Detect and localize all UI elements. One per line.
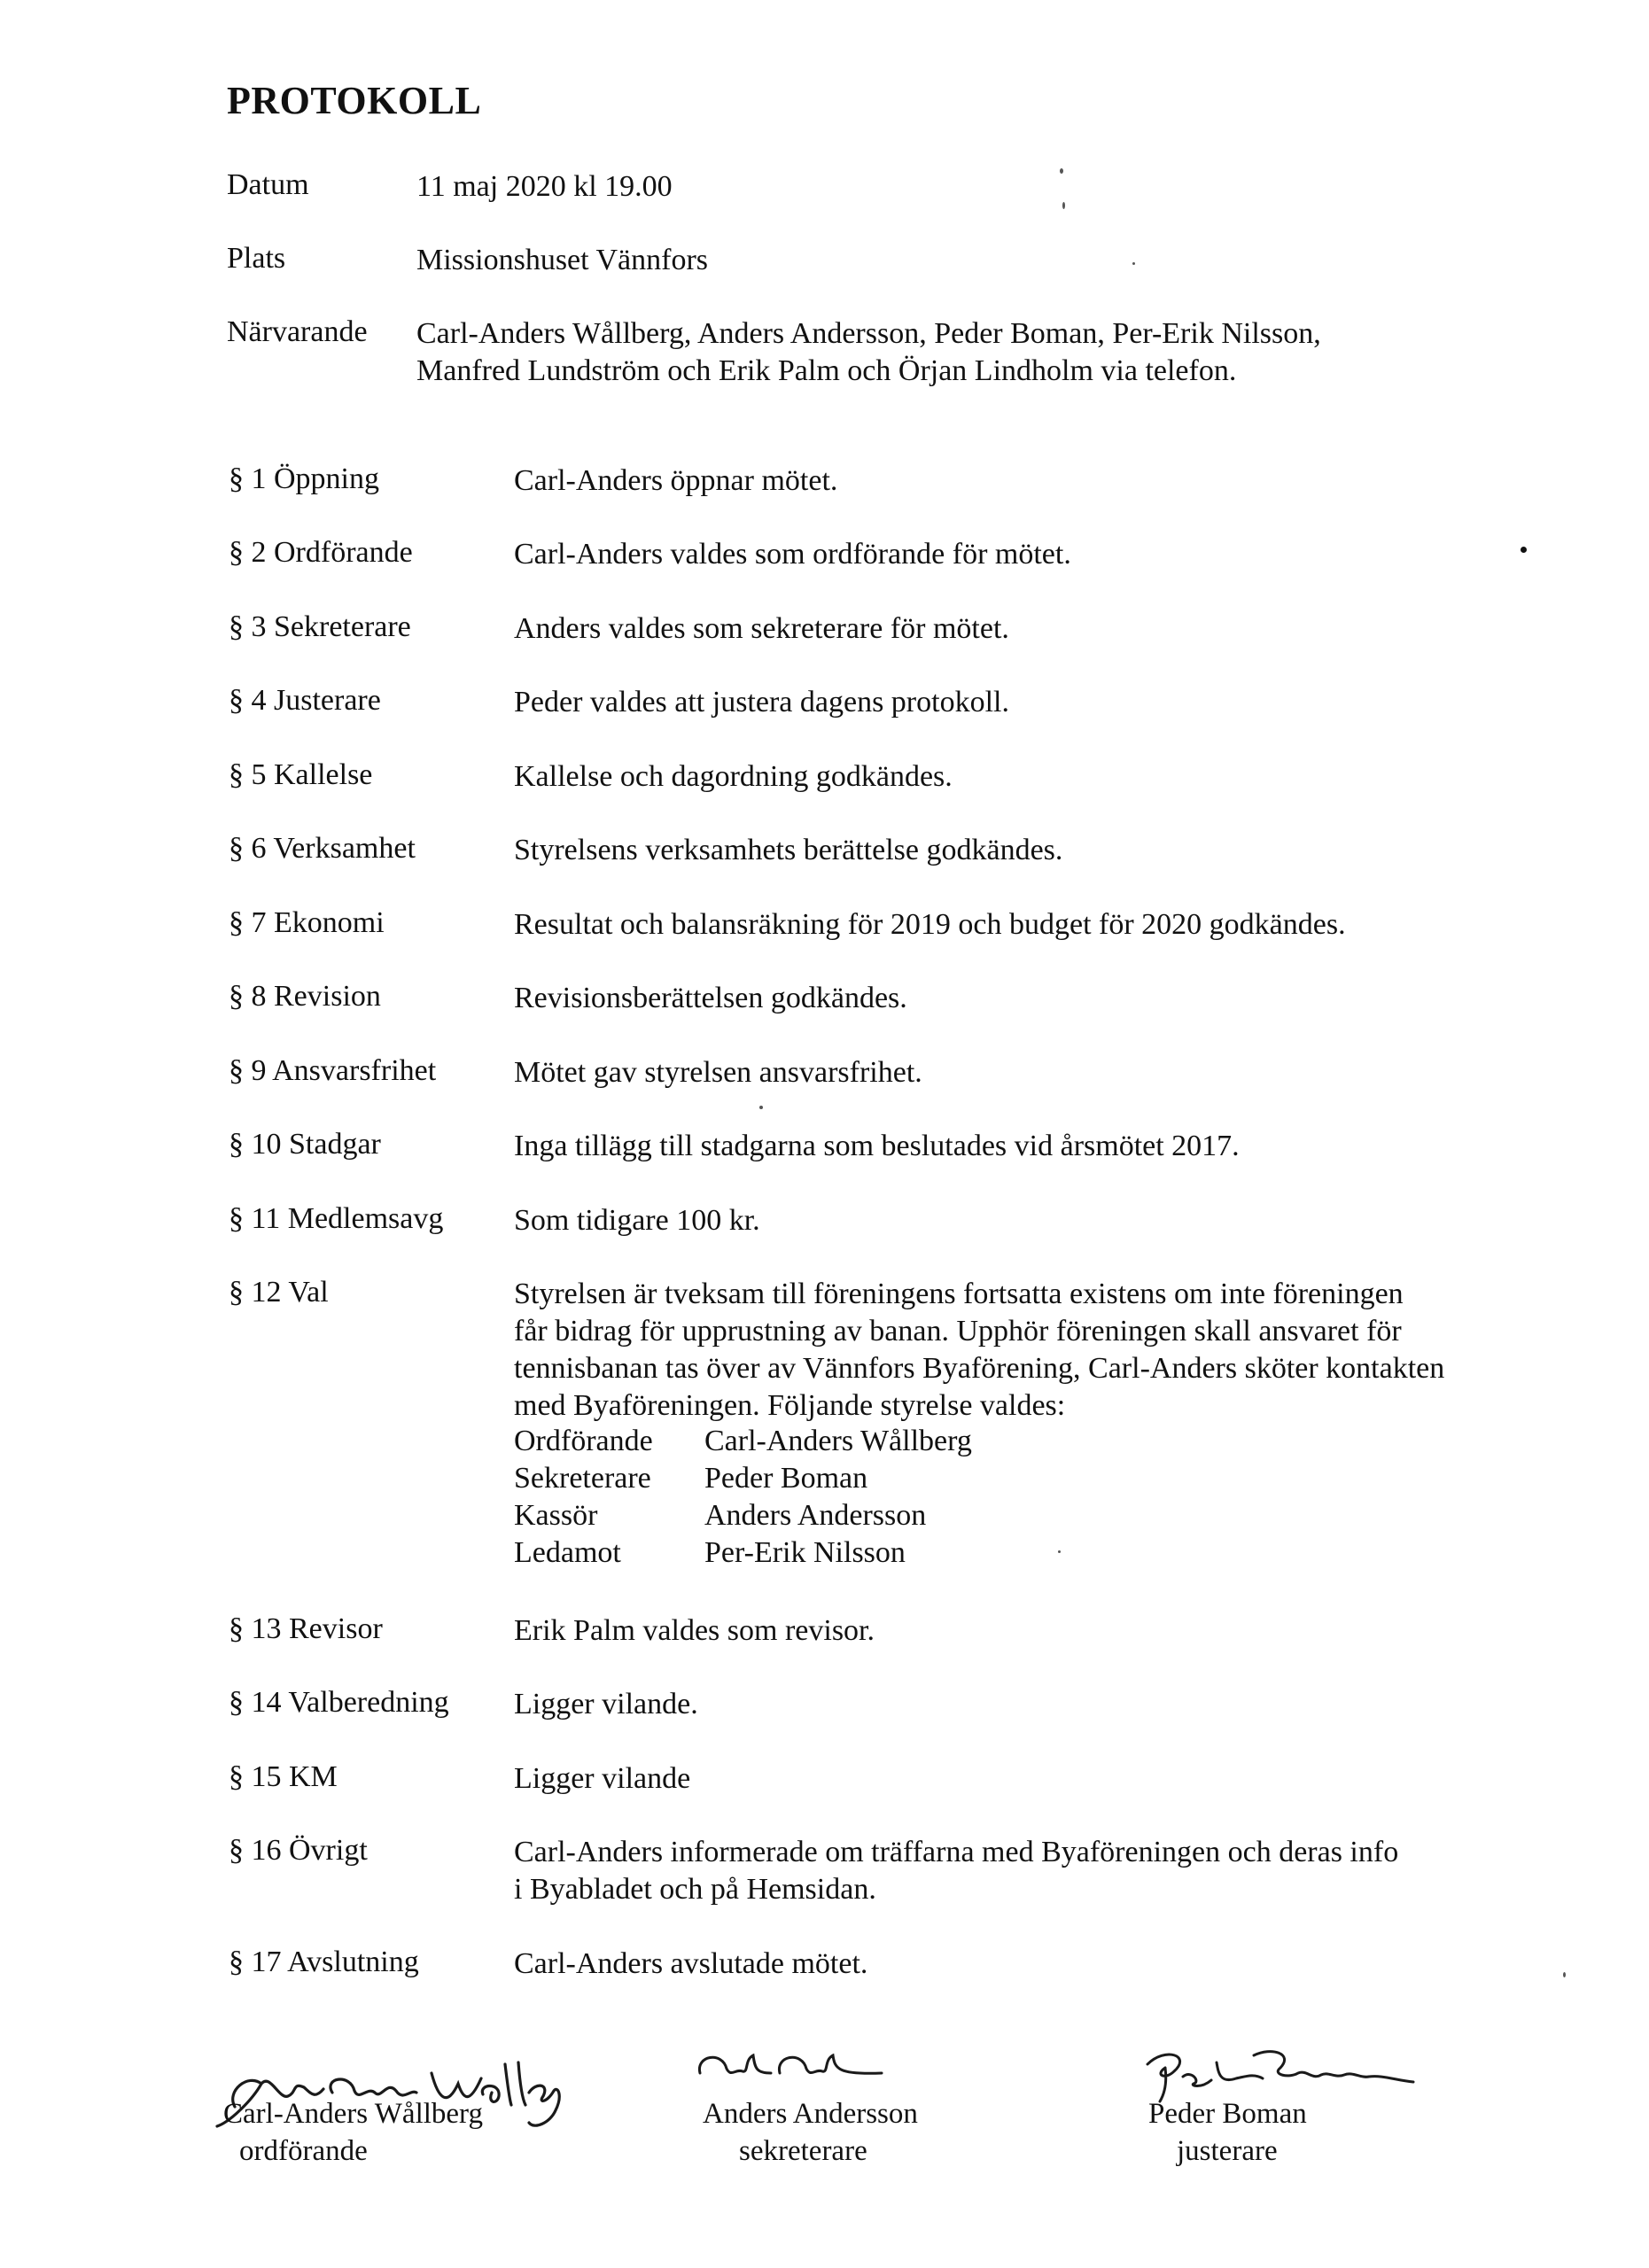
meta-line: Carl-Anders Wållberg, Anders Andersson, Peder Boman, Per-Erik Nilsson, — [416, 317, 1321, 350]
meta-value-place — [416, 242, 1568, 279]
scan-speck — [1060, 168, 1063, 174]
signature-adjuster-name: Peder Boman — [1148, 2098, 1307, 2130]
board-role: Sekreterare — [514, 1462, 651, 1495]
item-text — [514, 1128, 1533, 1165]
board-role: Kassör — [514, 1499, 598, 1532]
item-line: Styrelsen är tveksam till föreningens fortsatta existens om inte föreningen — [514, 1278, 1404, 1310]
item-text — [514, 980, 1533, 1017]
scan-speck — [1563, 1972, 1566, 1977]
item-label: § 16 Övrigt — [229, 1834, 368, 1867]
scan-speck — [759, 1106, 763, 1109]
signature-secretary-name: Anders Andersson — [703, 2098, 918, 2130]
item-label: § 6 Verksamhet — [229, 832, 416, 865]
item-label: § 7 Ekonomi — [229, 906, 385, 939]
scan-speck — [1132, 262, 1135, 265]
item-line: Inga tillägg till stadgarna som beslutades vid årsmötet 2017. — [514, 1130, 1240, 1162]
scan-speck — [1062, 202, 1065, 209]
item-line: Anders valdes som sekreterare för mötet. — [514, 612, 1009, 645]
item-line: Resultat och balansräkning för 2019 och budget för 2020 godkändes. — [514, 908, 1346, 941]
meta-label-place: Plats — [227, 242, 286, 275]
item-line: Ligger vilande. — [514, 1688, 698, 1720]
item-text — [514, 832, 1533, 869]
item-text — [514, 1946, 1533, 1983]
item-label: § 11 Medlemsavg — [229, 1202, 444, 1235]
item-text — [514, 1834, 1533, 1908]
item-text — [514, 1686, 1533, 1723]
item-line: Kallelse och dagordning godkändes. — [514, 760, 953, 793]
meta-line: Manfred Lundström och Erik Palm och Örjan Lindholm via telefon. — [416, 354, 1237, 387]
item-line: Erik Palm valdes som revisor. — [514, 1614, 875, 1647]
item-line: Carl-Anders avslutade mötet. — [514, 1947, 868, 1980]
meta-label-present: Närvarande — [227, 315, 368, 348]
item-text — [514, 1276, 1533, 1425]
item-label: § 14 Valberedning — [229, 1686, 449, 1719]
board-name: Anders Andersson — [704, 1499, 927, 1532]
scan-speck — [1521, 547, 1527, 553]
item-label: § 1 Öppning — [229, 462, 379, 495]
item-line: Carl-Anders öppnar mötet. — [514, 464, 838, 497]
item-label: § 8 Revision — [229, 980, 381, 1013]
item-line: Carl-Anders valdes som ordförande för mötet. — [514, 538, 1071, 571]
signature-adjuster-role: justerare — [1177, 2135, 1278, 2167]
board-name: Carl-Anders Wållberg — [704, 1425, 972, 1457]
item-text — [514, 1054, 1533, 1091]
item-label: § 5 Kallelse — [229, 758, 373, 791]
item-line: Peder valdes att justera dagens protokoll. — [514, 686, 1009, 718]
item-line: får bidrag för upprustning av banan. Upphör föreningen skall ansvaret för — [514, 1315, 1402, 1348]
signature-chairman-name: Carl-Anders Wållberg — [223, 2098, 483, 2130]
item-line: Mötet gav styrelsen ansvarsfrihet. — [514, 1056, 922, 1089]
item-label: § 13 Revisor — [229, 1612, 383, 1645]
board-name: Peder Boman — [704, 1462, 868, 1495]
item-label: § 3 Sekreterare — [229, 610, 411, 643]
item-text — [514, 1760, 1533, 1798]
item-label: § 9 Ansvarsfrihet — [229, 1054, 437, 1087]
board-name: Per-Erik Nilsson — [704, 1536, 906, 1569]
meta-label-date: Datum — [227, 168, 309, 201]
item-text — [514, 1612, 1533, 1650]
item-line: Som tidigare 100 kr. — [514, 1204, 760, 1237]
item-label: § 12 Val — [229, 1276, 329, 1309]
item-line: tennisbanan tas över av Vännfors Byaförening, Carl-Anders sköter kontakten — [514, 1352, 1445, 1385]
meta-line: 11 maj 2020 kl 19.00 — [416, 170, 673, 203]
meta-value-present — [416, 315, 1568, 390]
meta-line: Missionshuset Vännfors — [416, 244, 708, 276]
item-label: § 17 Avslutning — [229, 1946, 419, 1978]
item-text — [514, 758, 1533, 796]
item-line: Revisionsberättelsen godkändes. — [514, 982, 907, 1014]
item-text — [514, 610, 1533, 648]
board-role: Ledamot — [514, 1536, 621, 1569]
item-text — [514, 684, 1533, 721]
item-line: Ligger vilande — [514, 1762, 691, 1795]
item-label: § 4 Justerare — [229, 684, 381, 717]
scan-speck — [1058, 1550, 1061, 1553]
item-line: Carl-Anders informerade om träffarna med Byaföreningen och deras info — [514, 1836, 1399, 1868]
item-text — [514, 906, 1533, 944]
item-line: i Byabladet och på Hemsidan. — [514, 1873, 876, 1906]
item-label: § 10 Stadgar — [229, 1128, 381, 1161]
signature-secretary-role: sekreterare — [739, 2135, 867, 2167]
item-label: § 2 Ordförande — [229, 536, 413, 569]
signature-secretary-handwriting — [691, 2038, 895, 2100]
meta-value-date — [416, 168, 1568, 206]
item-line: Styrelsens verksamhets berättelse godkändes. — [514, 834, 1063, 866]
item-text — [514, 536, 1533, 573]
document-title: PROTOKOLL — [227, 79, 482, 122]
item-line: med Byaföreningen. Följande styrelse valdes: — [514, 1389, 1066, 1422]
board-role: Ordförande — [514, 1425, 653, 1457]
item-text — [514, 462, 1533, 500]
signature-chairman-role: ordförande — [239, 2135, 368, 2167]
item-text — [514, 1202, 1533, 1239]
item-label: § 15 KM — [229, 1760, 338, 1793]
